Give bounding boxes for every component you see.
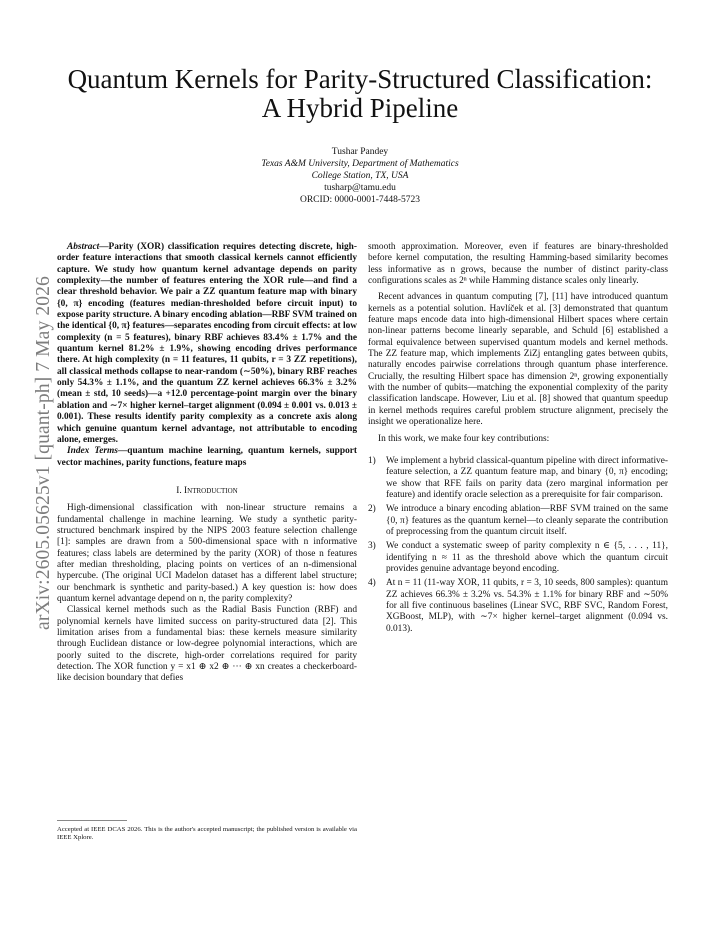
abstract xyxy=(57,242,357,446)
list-item-number: 3) xyxy=(368,541,376,552)
abstract-label: Abstract xyxy=(67,242,100,252)
index-terms xyxy=(57,446,357,469)
abstract-text: —Parity (XOR) classification requires detecting discrete, high-order feature interactions that smooth classical kernels cannot efficiently capture. We study how quantum kernel advantage depends on parity complexity—the number of features entering the XOR rule—and find a clear threshold behavior. We pair a ZZ quantum feature map with binary {0, π} encoding (features median-thresholded before circuit input) to expose parity structure. A binary encoding ablation—RBF SVM trained on the identical {0, π} features—separates encoding from circuit effects: at low complexity (n = 5 features), binary RBF achieves 83.4% ± 1.7% and the quantum kernel 81.2% ± 1.9%, showing encoding drives performance there. At high complexity (n = 11 features, 11 qubits, r = 3 ZZ repetitions), all classical methods collapse to near-random (∼50%), binary RBF reaches only 54.3% ± 1.1%, and the quantum ZZ kernel achieves 66.3% ± 3.2% (mean ± std, 10 seeds)—a +12.0 percentage-point margin over the binary ablation and ∼7× higher kernel–target alignment (0.094 ± 0.001 vs. 0.013 ± 0.001). These results identify parity complexity as a concrete axis along which genuine quantum kernel advantage, not attributable to encoding alone, emerges. xyxy=(57,242,357,445)
arxiv-stamp-text: arXiv:2605.05625v1 [quant-ph] 7 May 2026 xyxy=(33,276,54,630)
title-line-1: Quantum Kernels for Parity-Structured Classification: xyxy=(67,64,653,94)
index-terms-label: Index Terms xyxy=(67,446,118,457)
section-heading-introduction: I. Introduction xyxy=(176,485,238,496)
intro-paragraph-2: Classical kernel methods such as the Radial Basis Function (RBF) and polynomial kernels have limited success on parity-structured data [2]. This limitation arises from a fundamental bias: these kernels measure similarity through Euclidean distance or low-degree polynomial interactions, which are poorly suited to the discrete, high-order correlations required for parity detection. The XOR function y = x1 ⊕ x2 ⊕ ··· ⊕ xn creates a checkerboard-like decision boundary that defies xyxy=(57,605,357,684)
title-line-2: A Hybrid Pipeline xyxy=(261,93,459,123)
list-item xyxy=(368,578,668,635)
author-affiliation-1: Texas A&M University, Department of Mathematics xyxy=(261,159,459,169)
left-column xyxy=(57,242,357,685)
author-block xyxy=(160,146,560,206)
footnote-rule xyxy=(57,820,127,821)
paper-title xyxy=(30,65,690,123)
right-column xyxy=(368,242,668,638)
list-item-text: We introduce a binary encoding ablation—RBF SVM trained on the same {0, π} features as the quantum kernel—to cleanly separate the contribution of preprocessing from the quantum circuit itself. xyxy=(386,504,668,537)
right-paragraph-2: Recent advances in quantum computing [7], [11] have introduced quantum kernels as a potential solution. Havlíček et al. [3] demonstrated that quantum feature maps encode data into high-dimensional Hilbert spaces where certain non-linear patterns become linearly separable, and Schuld [6] established a formal equivalence between supervised quantum models and kernel methods. The ZZ feature map, which implements ZiZj entangling gates between qubits, naturally encodes pairwise correlations through quantum phase interference. Crucially, the resulting Hilbert space has dimension 2ⁿ, growing exponentially with the number of qubits—matching the exponential complexity of the parity classification landscape. However, Liu et al. [8] showed that quantum speedup in kernel methods requires careful problem structure alignment, precisely the insight we operationalize here. xyxy=(368,292,668,428)
list-item-text: We implement a hybrid classical-quantum pipeline with direct informative-feature selection, a ZZ quantum feature map, and binary {0, π} encoding; we show that RFE fails on parity data (zero marginal information per feature) and identify oracle selection as a prerequisite for fair comparison. xyxy=(386,455,668,500)
list-item xyxy=(368,541,668,575)
list-item-number: 4) xyxy=(368,578,376,589)
index-terms-text: —quantum machine learning, quantum kernels, support vector machines, parity functions, feature maps xyxy=(57,446,357,468)
list-item-number: 2) xyxy=(368,504,376,515)
author-email: tusharp@tamu.edu xyxy=(324,183,396,193)
author-orcid: ORCID: 0000-0001-7448-5723 xyxy=(299,195,421,205)
footnote: Accepted at IEEE DCAS 2026. This is the author's accepted manuscript; the published version is available via IEEE Xplore. xyxy=(57,826,357,842)
list-item-number: 1) xyxy=(368,455,376,466)
right-paragraph-1: smooth approximation. Moreover, even if features are binary-thresholded before kernel computation, the resulting Hamming-based similarity becomes less informative as n grows, because the number of distinct parity-class configurations scales as 2ⁿ while Hamming distance scales only linearly. xyxy=(368,242,668,287)
author-affiliation-2: College Station, TX, USA xyxy=(311,171,409,181)
contributions-list xyxy=(368,456,668,635)
list-item-text: We conduct a systematic sweep of parity complexity n ∈ {5, . . . , 11}, identifying n ≈ 11 as the threshold above which the quantum circuit provides genuine advantage beyond encoding. xyxy=(386,541,668,574)
intro-paragraph-1: High-dimensional classification with non-linear structure remains a fundamental challenge in machine learning. We study a synthetic parity-structured benchmark inspired by the NIPS 2003 feature selection challenge [1]: samples are drawn from a 500-dimensional space with n informative features; class labels are determined by the parity (XOR) of those n features after median thresholding, placing points on vertices of an n-dimensional hypercube. (The original UCI Madelon dataset has a different label structure; our benchmark is synthetic and parity-based.) A key question is: how does quantum kernel advantage depend on n, the parity complexity? xyxy=(57,503,357,604)
right-paragraph-3: In this work, we make four key contributions: xyxy=(378,433,550,444)
author-name: Tushar Pandey xyxy=(331,147,389,157)
list-item xyxy=(368,456,668,501)
list-item xyxy=(368,504,668,538)
list-item-text: At n = 11 (11-way XOR, 11 qubits, r = 3, 10 seeds, 800 samples): quantum ZZ achieves 66.3% ± 3.2% vs. 54.3% ± 1.1% for binary RBF and ∼50% for all five continuous baselines (Linear SVC, RBF SVC, Random Forest, XGBoost, MLP), with ∼7× higher kernel–target alignment (0.094 vs. 0.013). xyxy=(386,578,668,634)
